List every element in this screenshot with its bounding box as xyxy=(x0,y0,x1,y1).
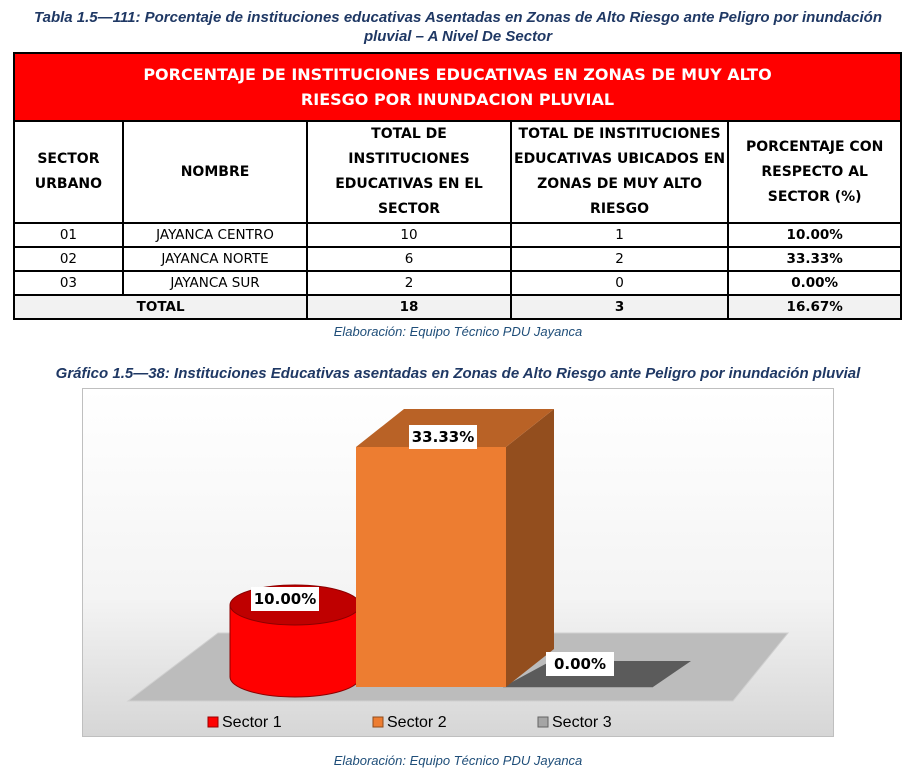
legend-swatch-3 xyxy=(538,717,548,727)
cell-sector: 01 xyxy=(14,223,123,247)
cell-pct: 0.00% xyxy=(728,271,901,295)
table-total-row xyxy=(14,295,901,319)
table-title-line1: PORCENTAJE DE INSTITUCIONES EDUCATIVAS EN ZONAS DE MUY ALTO xyxy=(143,65,772,84)
cell-total-total: 18 xyxy=(307,295,511,319)
bar-chart xyxy=(83,389,833,736)
table-caption xyxy=(0,8,916,46)
bar-sector-2 xyxy=(356,447,506,687)
header-sector: SECTOR URBANO xyxy=(14,121,123,223)
chart-area xyxy=(82,388,834,737)
legend-label-3: Sector 3 xyxy=(552,714,612,731)
bar-sector-2-side xyxy=(506,409,554,687)
cell-riesgo: 2 xyxy=(511,247,729,271)
table-title-line2: RIESGO POR INUNDACION PLUVIAL xyxy=(300,90,615,109)
bar-sector-3 xyxy=(503,687,653,688)
table-row xyxy=(14,247,901,271)
table-row xyxy=(14,223,901,247)
cell-total: 6 xyxy=(307,247,511,271)
data-label-sector-3: 0.00% xyxy=(553,655,607,673)
legend-swatch-1 xyxy=(208,717,218,727)
cell-sector: 02 xyxy=(14,247,123,271)
cell-sector: 03 xyxy=(14,271,123,295)
header-nombre: NOMBRE xyxy=(123,121,307,223)
cell-total-pct: 16.67% xyxy=(728,295,901,319)
data-label-sector-1: 10.00% xyxy=(253,590,317,608)
cell-nombre: JAYANCA CENTRO xyxy=(123,223,307,247)
cell-pct: 33.33% xyxy=(728,247,901,271)
cell-riesgo: 1 xyxy=(511,223,729,247)
data-label-sector-2: 33.33% xyxy=(411,428,475,446)
legend-label-2: Sector 2 xyxy=(387,714,447,731)
cell-pct: 10.00% xyxy=(728,223,901,247)
table-source: Elaboración: Equipo Técnico PDU Jayanca xyxy=(333,324,583,339)
chart-source: Elaboración: Equipo Técnico PDU Jayanca xyxy=(333,753,583,768)
cell-total: 2 xyxy=(307,271,511,295)
table-title xyxy=(14,53,901,121)
cell-total-riesgo: 3 xyxy=(511,295,729,319)
table-caption-line2: pluvial – A Nivel De Sector xyxy=(363,28,553,45)
cell-riesgo: 0 xyxy=(511,271,729,295)
cell-total: 10 xyxy=(307,223,511,247)
legend-swatch-2 xyxy=(373,717,383,727)
header-riesgo: TOTAL DE INSTITUCIONES EDUCATIVAS UBICADOS EN ZONAS DE MUY ALTO RIESGO xyxy=(511,121,729,223)
cell-total-label: TOTAL xyxy=(14,295,307,319)
cell-nombre: JAYANCA NORTE xyxy=(123,247,307,271)
header-porcentaje: PORCENTAJE CON RESPECTO AL SECTOR (%) xyxy=(728,121,901,223)
legend-label-1: Sector 1 xyxy=(222,714,282,731)
cell-nombre: JAYANCA SUR xyxy=(123,271,307,295)
header-total: TOTAL DE INSTITUCIONES EDUCATIVAS EN EL SECTOR xyxy=(307,121,511,223)
table-caption-line1: Tabla 1.5—111: Porcentaje de instituciones educativas Asentadas en Zonas de Alto Riesgo ante Peligro por inundación xyxy=(34,9,882,26)
chart-caption: Gráfico 1.5—38: Instituciones Educativas asentadas en Zonas de Alto Riesgo ante Peligro por inundación pluvial xyxy=(55,365,861,382)
table-row xyxy=(14,271,901,295)
institutions-table xyxy=(13,52,902,320)
